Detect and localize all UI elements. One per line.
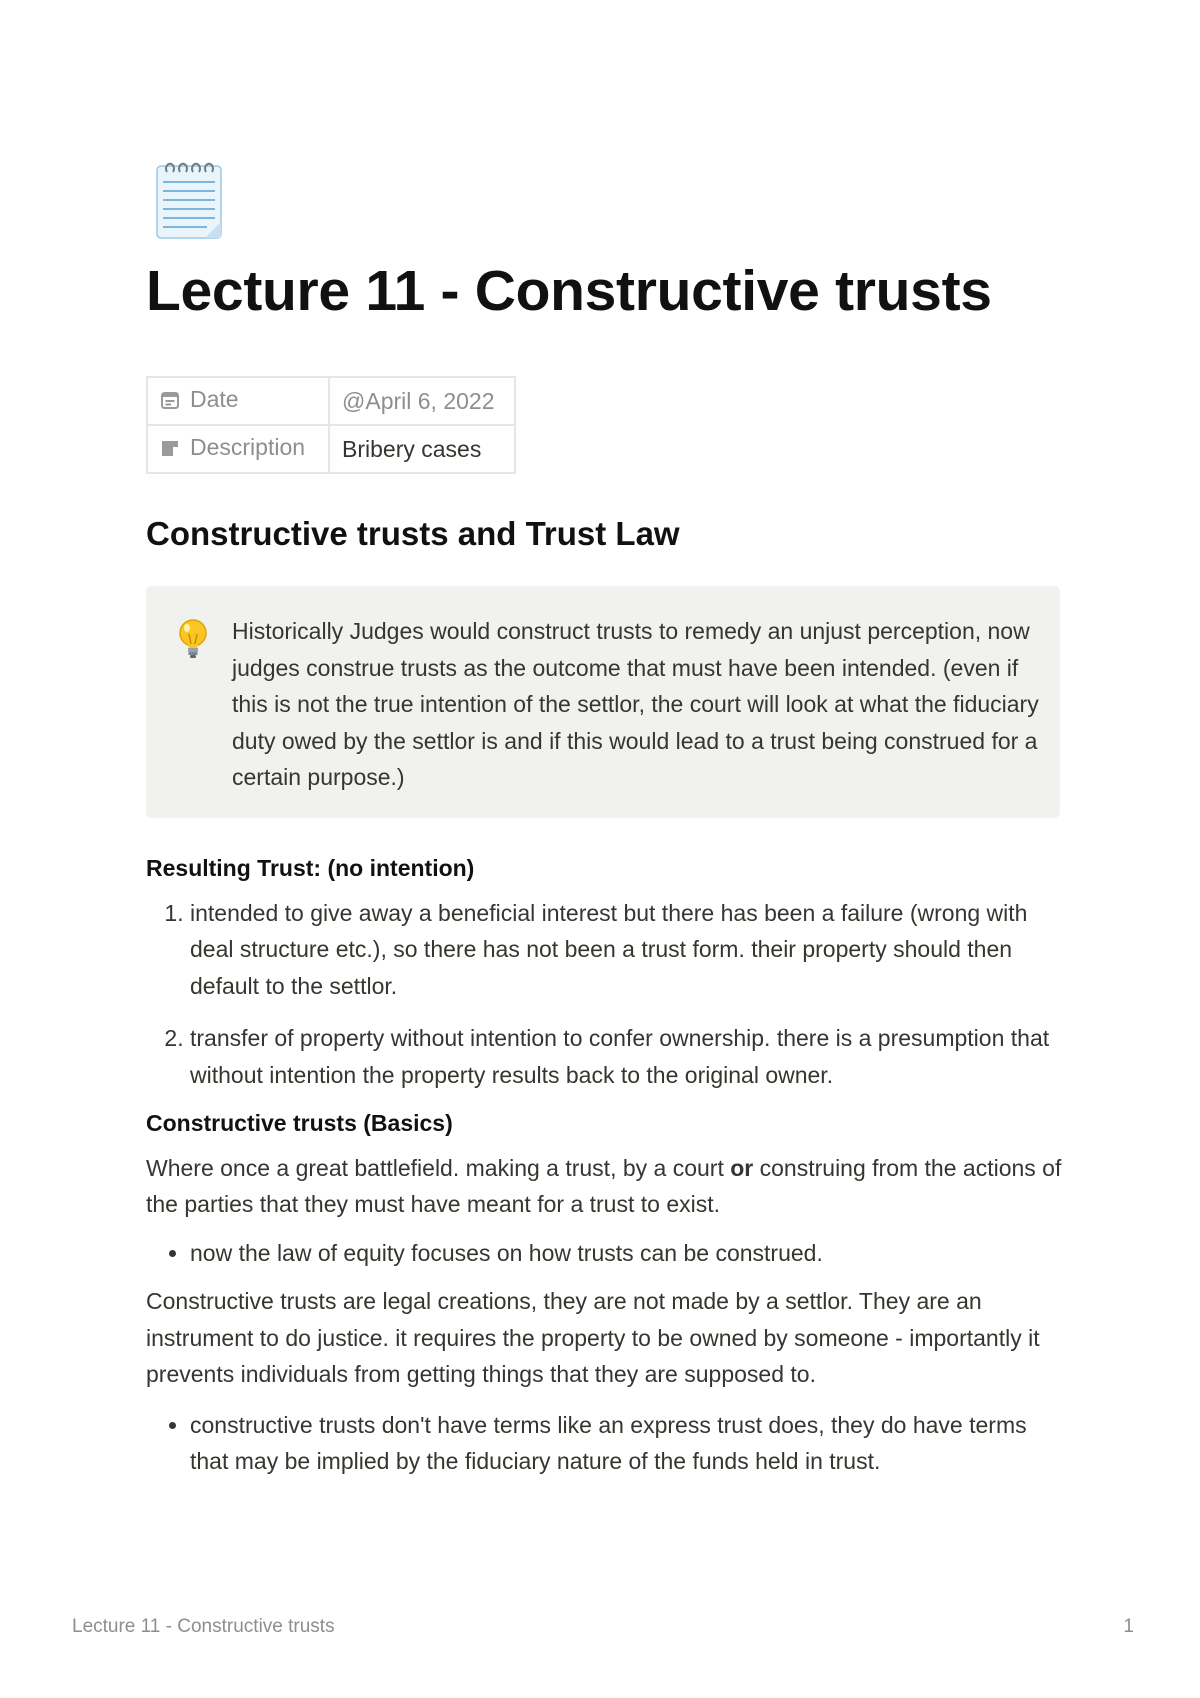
page-title: Lecture 11 - Constructive trusts (146, 259, 992, 323)
callout-box (146, 586, 1060, 818)
list-item: 2. transfer of property without intention to confer ownership. there is a presumption that without intention the property results back to the original owner. (190, 1020, 1066, 1093)
property-key-description (147, 425, 329, 473)
constructive-paragraph-1: Where once a great battlefield. making a trust, by a court or construing from the actions of the parties that they must have meant for a trust to exist. (146, 1154, 1062, 1217)
list-item: • constructive trusts don't have terms like an express trust does, they do have terms that may be implied by the fiduciary nature of the funds held in trust. (190, 1407, 1066, 1480)
property-key-label: Description (190, 434, 306, 460)
resulting-trust-heading: Resulting Trust: (no intention) (146, 855, 475, 881)
lightbulb-icon (176, 618, 210, 665)
properties-table (146, 376, 516, 474)
text-lines-icon (160, 437, 180, 464)
footer-page-number: 1 (1123, 1616, 1134, 1637)
constructive-bullets-2 (146, 1407, 1066, 1480)
section-heading: Constructive trusts and Trust Law (146, 515, 680, 552)
property-key-date (147, 377, 329, 425)
spiral-notepad-icon (155, 158, 225, 240)
property-value-date: @April 6, 2022 (329, 377, 515, 425)
footer-title: Lecture 11 - Constructive trusts (72, 1616, 335, 1637)
constructive-trusts-heading: Constructive trusts (Basics) (146, 1110, 453, 1136)
property-row-date (147, 377, 515, 425)
list-item: 1. intended to give away a beneficial interest but there has been a failure (wrong with deal structure etc.), so there has not been a trust form. their property should then default to the settlor. (190, 895, 1066, 1005)
constructive-bullets-1 (146, 1235, 1066, 1272)
document-body (146, 850, 1066, 1480)
constructive-paragraph-2: Constructive trusts are legal creations, they are not made by a settlor. They are an instrument to do justice. it requires the property to be owned by someone - importantly it prevents individuals from getting things that they are supposed to. (146, 1288, 1040, 1387)
property-value-description: Bribery cases (329, 425, 515, 473)
property-row-description (147, 425, 515, 473)
callout-text: Historically Judges would construct trusts to remedy an unjust perception, now judges construe trusts as the outcome that must have been intended. (even if this is not the true intention of the settlor, the court will look at what the fiduciary duty owed by the settlor is and if this would lead to a trust being construed for a certain purpose.) (232, 618, 1039, 790)
calendar-icon (160, 389, 180, 416)
property-key-label: Date (190, 386, 239, 412)
resulting-trust-list (146, 895, 1066, 1094)
list-item: • now the law of equity focuses on how trusts can be construed. (190, 1235, 1066, 1272)
